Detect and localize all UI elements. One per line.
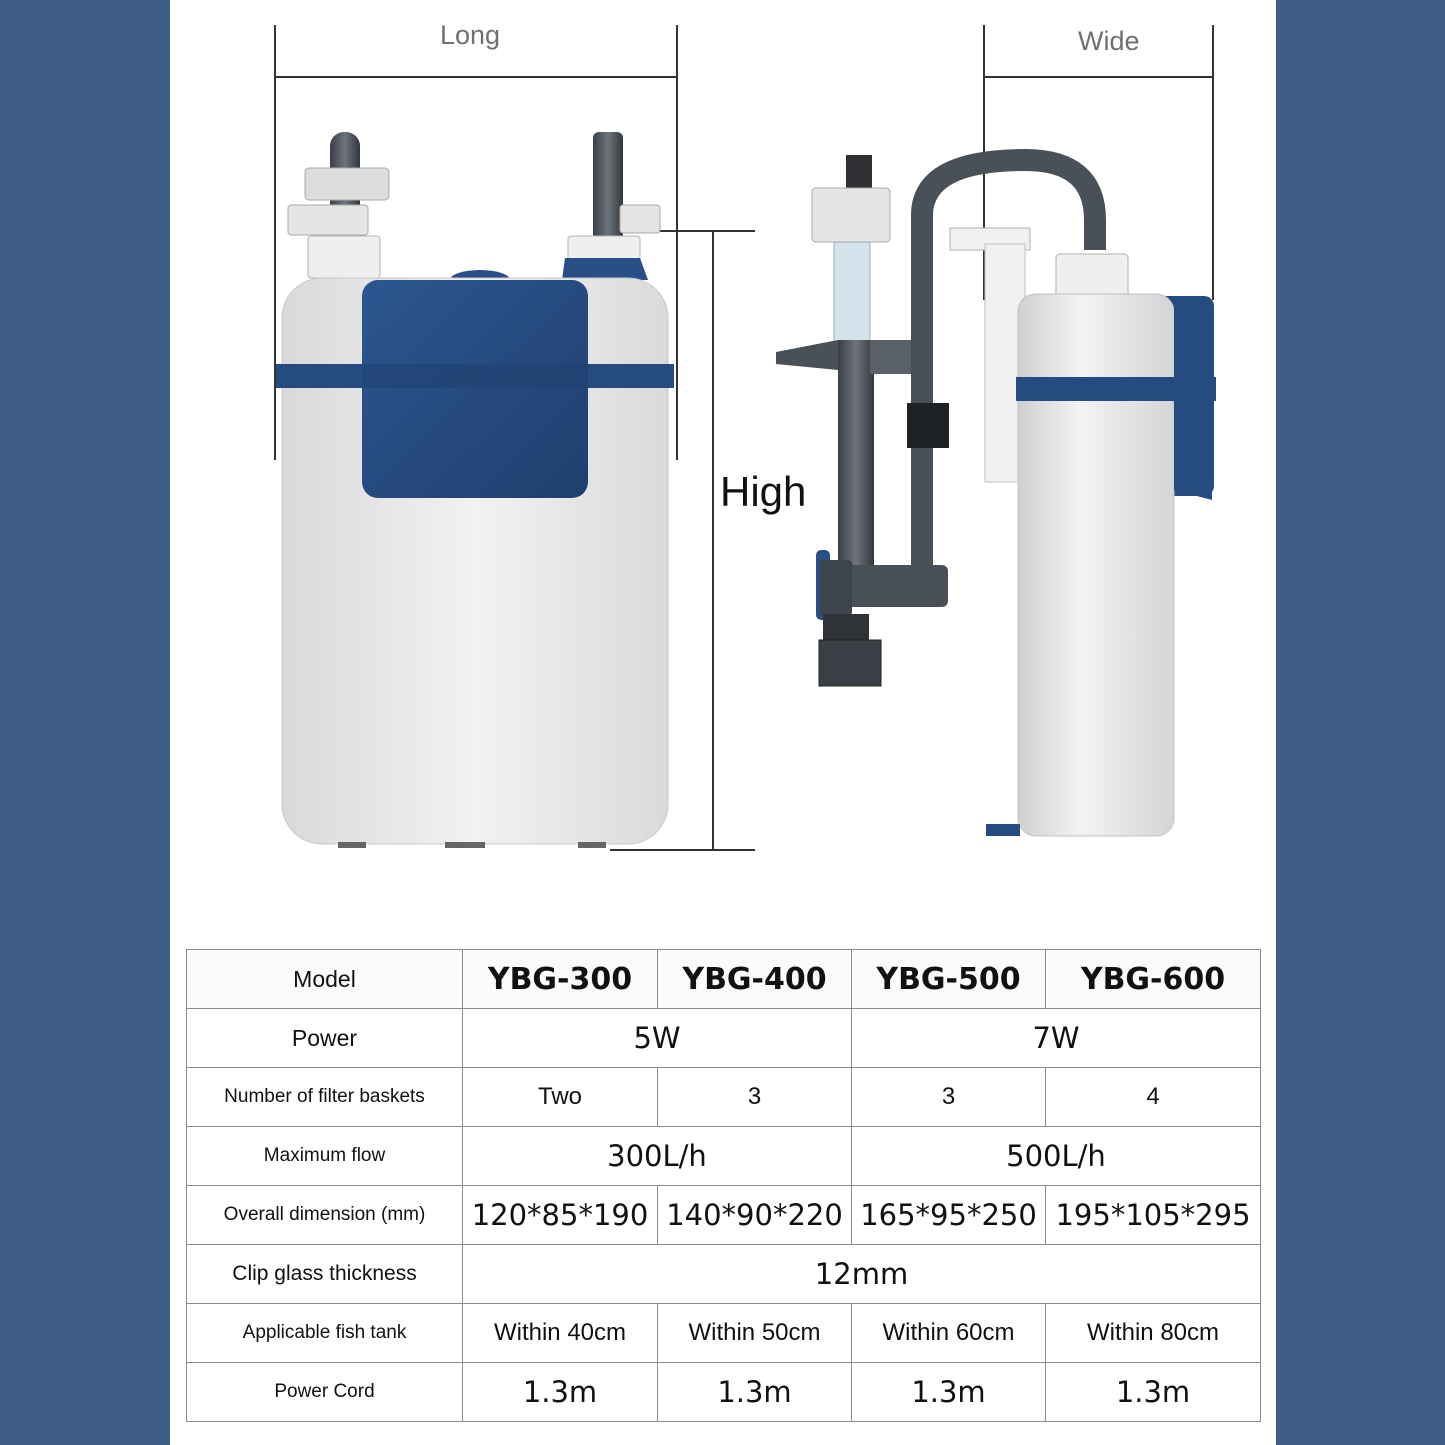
tank-cell: Within 60cm [852,1304,1046,1363]
model-cell: YBG-500 [852,950,1046,1009]
tank-cell: Within 50cm [658,1304,852,1363]
model-cell: YBG-600 [1046,950,1261,1009]
table-row [187,1127,1261,1186]
table-row [187,1363,1261,1422]
table-row [187,950,1261,1009]
table-row [187,1009,1261,1068]
cord-cell: 1.3m [658,1363,852,1422]
cord-label: Power Cord [187,1363,463,1422]
dimension-label: Overall dimension (mm) [187,1186,463,1245]
model-cell: YBG-400 [658,950,852,1009]
flow-label: Maximum flow [187,1127,463,1186]
model-cell: YBG-300 [463,950,658,1009]
power-large-cell: 7W [852,1009,1261,1068]
baskets-cell: 4 [1046,1068,1261,1127]
high-label: High [720,468,807,515]
cord-cell: 1.3m [463,1363,658,1422]
long-label: Long [440,20,501,50]
dimension-cell: 195*105*295 [1046,1186,1261,1245]
filter-side-view-icon [776,155,1216,836]
glass-cell: 12mm [463,1245,1261,1304]
product-figure [170,0,1276,900]
flow-large-cell: 500L/h [852,1127,1261,1186]
glass-label: Clip glass thickness [187,1245,463,1304]
cord-cell: 1.3m [852,1363,1046,1422]
cord-cell: 1.3m [1046,1363,1261,1422]
table-row [187,1186,1261,1245]
power-label: Power [187,1009,463,1068]
wide-label: Wide [1078,26,1140,56]
baskets-cell: Two [463,1068,658,1127]
tank-label: Applicable fish tank [187,1304,463,1363]
dimension-cell: 165*95*250 [852,1186,1046,1245]
dimension-cell: 140*90*220 [658,1186,852,1245]
table-row [187,1068,1261,1127]
power-small-cell: 5W [463,1009,852,1068]
tank-cell: Within 40cm [463,1304,658,1363]
spec-table [186,949,1261,1422]
baskets-cell: 3 [658,1068,852,1127]
tank-cell: Within 80cm [1046,1304,1261,1363]
baskets-cell: 3 [852,1068,1046,1127]
product-page [170,0,1276,1445]
filter-front-view-icon [276,132,674,848]
dimension-cell: 120*85*190 [463,1186,658,1245]
product-illustration [170,0,1276,900]
flow-small-cell: 300L/h [463,1127,852,1186]
table-row [187,1304,1261,1363]
model-label: Model [187,950,463,1009]
baskets-label: Number of filter baskets [187,1068,463,1127]
table-row [187,1245,1261,1304]
